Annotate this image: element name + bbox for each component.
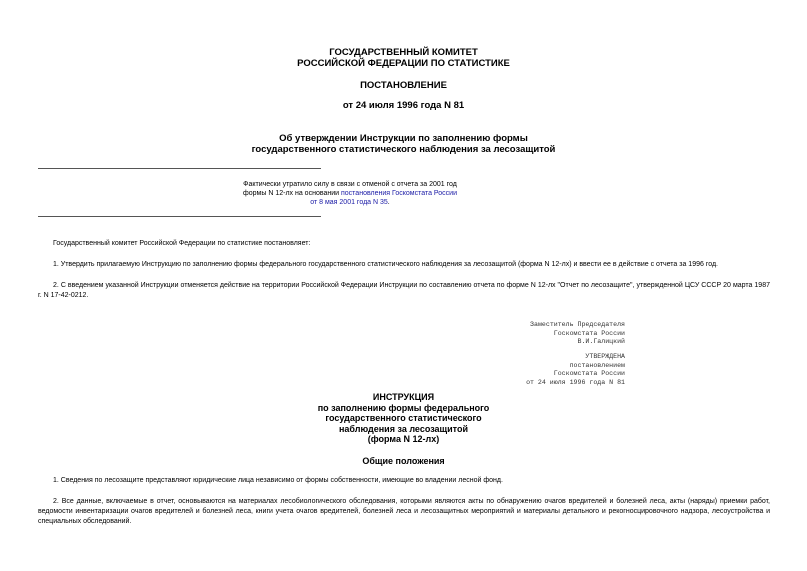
decree-item-2: 2. С введением указанной Инструкции отменяется действие на территории Российской Федерации Инструкции по составлению отчета по форме N 12-лх "Отчет по лесозащите", утвержденной ЦСУ СССР 20 марта 1987 г. N 17-42-0212. [38,282,770,299]
instruction-title [0,392,807,445]
repeal-decree-date-link[interactable]: от 8 мая 2001 года N 35 [310,199,388,206]
signature-organization: Госкомстата России [553,329,625,337]
document-title [0,133,807,155]
committee-name-line2: РОССИЙСКОЙ ФЕДЕРАЦИИ ПО СТАТИСТИКЕ [297,58,510,69]
document-title-line1: Об утверждении Инструкции по заполнению формы [279,133,528,144]
approval-block [460,353,625,387]
approval-line3: Госкомстата России [553,370,625,378]
signature-name: В.И.Галицкий [577,338,625,346]
committee-name [0,47,807,69]
instruction-paragraph-1: 1. Сведения по лесозащите представляют юридические лица независимо от формы собственности, имеющие во владении лесной фонд. [53,477,503,484]
signature-position: Заместитель Председателя [530,321,625,328]
decree-item-1: 1. Утвердить прилагаемую Инструкцию по заполнению формы федерального государственного статистического наблюдения за лесозащитой (форма N 12-лх) и ввести ее в действие с отчета за 1996 год. [53,261,718,268]
instruction-paragraph-2: 2. Все данные, включаемые в отчет, основываются на материалах лесобиологического обследования, которыми являются акты по обнаружению очагов вредителей и болезней леса, акты (наряды) приемки работ, ведомости инвентаризации очагов вредителей и болезней леса, книги учета очагов вредителей, болезней леса и лесозащитных мероприятий и материалы детального и рекогносцировочного надзора, лесоустройства и специальных обследований. [38,498,770,525]
instruction-title-line5: (форма N 12-лх) [367,434,440,444]
committee-name-line1: ГОСУДАРСТВЕННЫЙ КОМИТЕТ [329,47,478,58]
instruction-title-line4: наблюдения за лесозащитой [338,423,469,434]
document-date: от 24 июля 1996 года N 81 [342,100,465,111]
repeal-notice [180,180,520,207]
signature-block [460,321,625,347]
instruction-title-line2: по заполнению формы федерального [317,402,490,413]
notice-bottom-divider [38,216,321,217]
document-type: ПОСТАНОВЛЕНИЕ [360,80,447,91]
approval-line2: постановлением [569,361,625,369]
instruction-title-line3: государственного статистического [325,413,482,423]
repeal-notice-line2 [180,189,520,198]
document-title-line2: государственного статистического наблюдения за лесозащитой [251,144,556,155]
repeal-notice-line3 [180,198,520,207]
approval-line1: УТВЕРЖДЕНА [585,353,625,360]
repeal-notice-prefix: формы N 12-лх на основании [243,190,341,197]
decree-intro: Государственный комитет Российской Федерации по статистике постановляет: [53,240,311,247]
repeal-notice-suffix: . [387,199,390,206]
repeal-notice-line1: Фактически утратило силу в связи с отменой с отчета за 2001 год [243,181,457,188]
repeal-decree-link[interactable]: постановления Госкомстата России [341,190,457,197]
section-title: Общие положения [362,456,445,466]
instruction-title-line1: ИНСТРУКЦИЯ [372,392,435,402]
approval-line4: от 24 июля 1996 года N 81 [526,378,625,386]
notice-top-divider [38,168,321,169]
